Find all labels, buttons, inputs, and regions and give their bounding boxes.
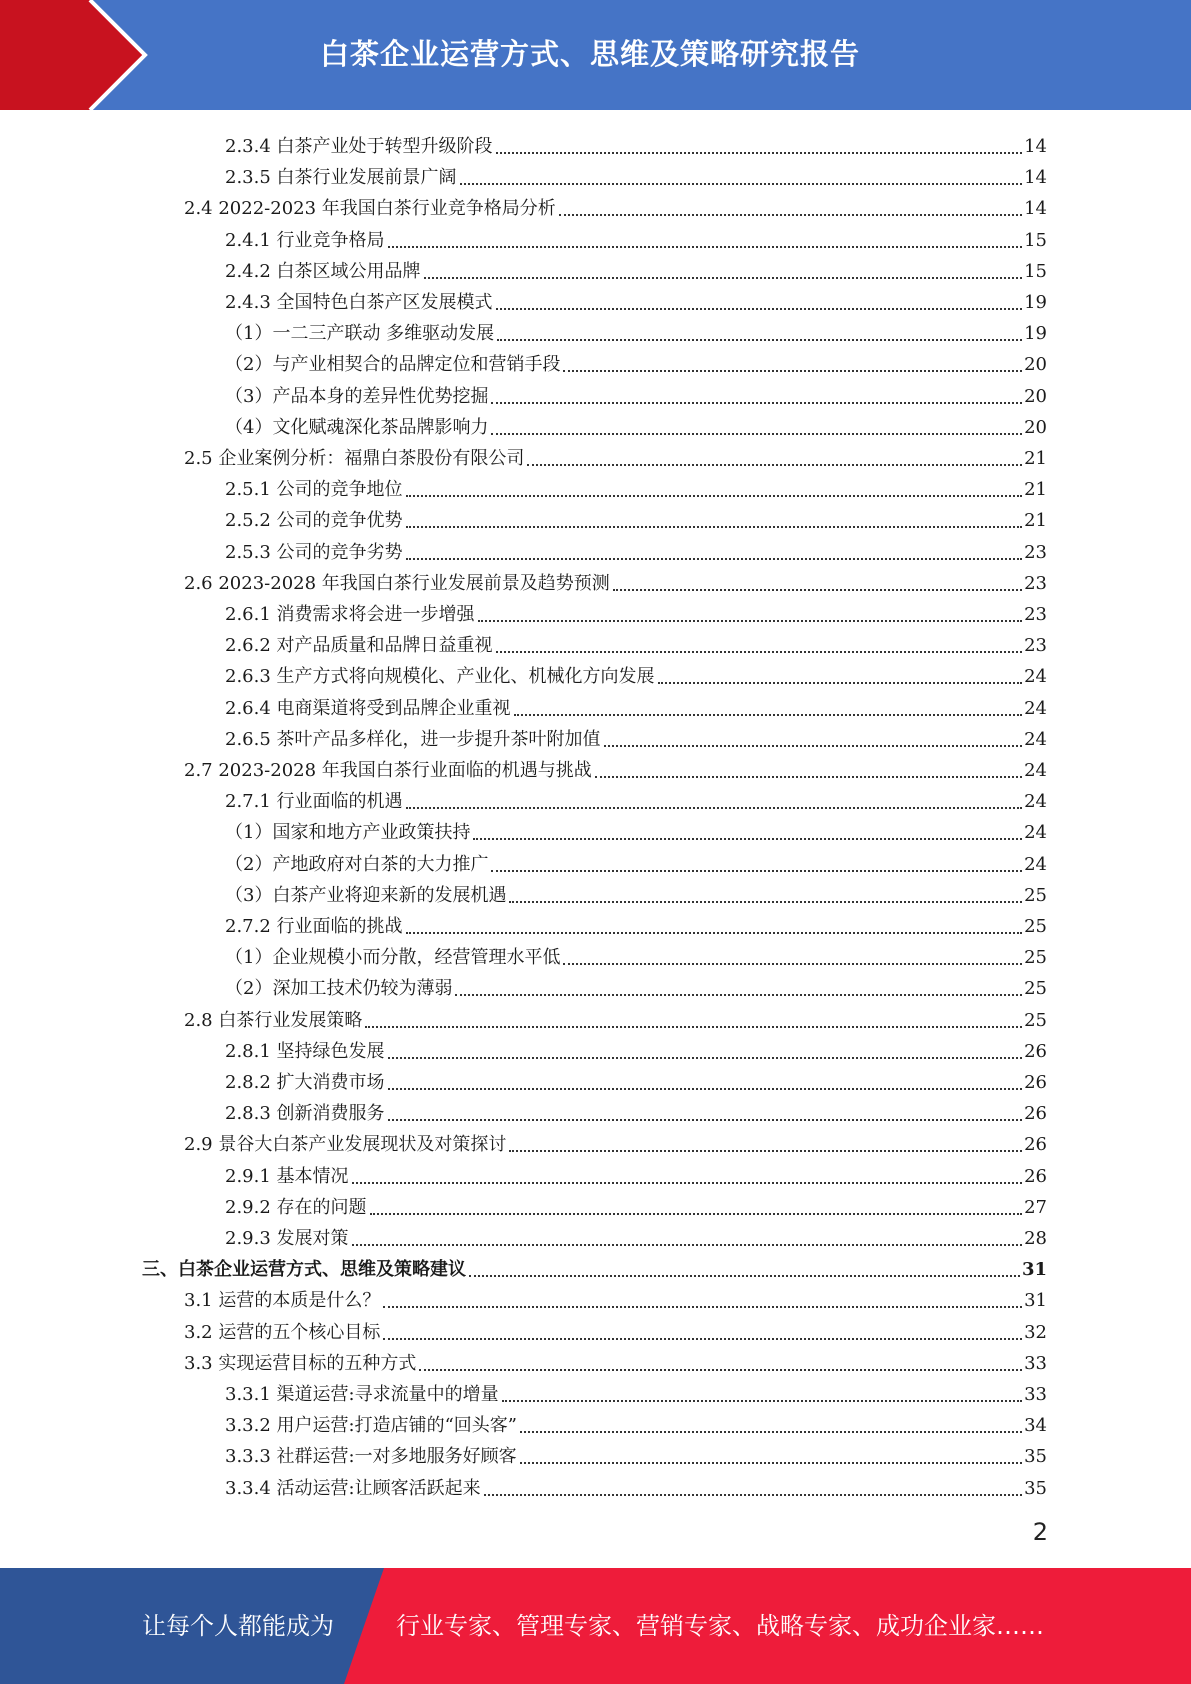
footer-slogan-right: 行业专家、管理专家、营销专家、战略专家、成功企业家…… bbox=[396, 1612, 1044, 1640]
toc-entry[interactable] bbox=[225, 128, 1047, 159]
toc-entry-page: 24 bbox=[1024, 853, 1047, 875]
toc-entry-page: 32 bbox=[1024, 1321, 1047, 1343]
toc-entry-label: 2.8.2 扩大消费市场 bbox=[225, 1072, 385, 1093]
toc-dot-leader bbox=[388, 1087, 1023, 1090]
toc-entry-label: 2.9.1 基本情况 bbox=[225, 1165, 349, 1187]
toc-dot-leader bbox=[563, 369, 1022, 372]
toc-dot-leader bbox=[388, 245, 1023, 248]
toc-entry[interactable] bbox=[225, 222, 1047, 253]
toc-entry-page: 23 bbox=[1024, 541, 1047, 563]
toc-entry-label: 2.4.3 全国特色白茶产区发展模式 bbox=[225, 292, 493, 313]
toc-dot-leader bbox=[388, 1056, 1023, 1059]
toc-entry[interactable] bbox=[184, 1314, 1047, 1345]
toc-entry-label: 2.6.1 消费需求将会进一步增强 bbox=[225, 604, 475, 625]
report-title: 白茶企业运营方式、思维及策略研究报告 bbox=[320, 37, 861, 71]
toc-entry[interactable] bbox=[225, 690, 1047, 721]
toc-entry[interactable] bbox=[184, 190, 1047, 221]
toc-entry[interactable] bbox=[225, 315, 1047, 346]
toc-dot-leader bbox=[496, 151, 1023, 154]
toc-dot-leader bbox=[559, 213, 1022, 216]
toc-entry-label: 2.4 2022-2023 年我国白茶行业竞争格局分析 bbox=[184, 198, 556, 220]
toc-entry[interactable] bbox=[225, 253, 1047, 284]
toc-dot-leader bbox=[388, 1118, 1023, 1121]
toc-dot-leader bbox=[604, 744, 1023, 747]
toc-entry-page: 25 bbox=[1024, 978, 1047, 1000]
toc-entry[interactable] bbox=[225, 1407, 1047, 1438]
toc-entry-page: 14 bbox=[1024, 198, 1047, 220]
toc-entry-page: 25 bbox=[1024, 1009, 1047, 1031]
toc-entry-label: 2.6.2 对产品质量和品牌日益重视 bbox=[225, 635, 493, 657]
toc-entry[interactable] bbox=[225, 378, 1047, 409]
page-number: 2 bbox=[1032, 1518, 1048, 1546]
header-red-arrow bbox=[0, 0, 150, 110]
toc-entry[interactable] bbox=[225, 409, 1047, 440]
toc-entry-label: （2）产地政府对白茶的大力推广 bbox=[225, 853, 489, 875]
toc-entry[interactable] bbox=[225, 1095, 1047, 1126]
page-footer bbox=[0, 1568, 1191, 1684]
toc-entry-label: 2.3.4 白茶产业处于转型升级阶段 bbox=[225, 136, 493, 157]
toc-entry-page: 21 bbox=[1024, 448, 1047, 469]
toc-dot-leader bbox=[496, 307, 1023, 310]
toc-dot-leader bbox=[514, 713, 1023, 716]
toc-dot-leader bbox=[406, 931, 1023, 934]
toc-dot-leader bbox=[478, 619, 1023, 622]
toc-entry-page: 31 bbox=[1021, 1259, 1047, 1281]
toc-entry-label: 2.9.3 发展对策 bbox=[225, 1228, 349, 1249]
toc-entry-page: 25 bbox=[1024, 916, 1047, 937]
toc-dot-leader bbox=[406, 494, 1023, 497]
toc-dot-leader bbox=[491, 432, 1022, 435]
toc-entry-page: 27 bbox=[1024, 1196, 1047, 1218]
toc-entry[interactable] bbox=[225, 658, 1047, 689]
toc-entry[interactable] bbox=[225, 159, 1047, 190]
toc-entry-page: 25 bbox=[1024, 884, 1047, 906]
toc-entry[interactable] bbox=[225, 502, 1047, 533]
toc-entry[interactable] bbox=[225, 970, 1047, 1001]
toc-entry-label: 2.7 2023-2028 年我国白茶行业面临的机遇与挑战 bbox=[184, 760, 592, 781]
toc-entry-page: 35 bbox=[1024, 1446, 1047, 1468]
toc-entry-page: 20 bbox=[1024, 385, 1047, 407]
toc-entry-label: 2.6.4 电商渠道将受到品牌企业重视 bbox=[225, 697, 511, 719]
toc-entry[interactable] bbox=[225, 471, 1047, 502]
toc-entry[interactable] bbox=[225, 534, 1047, 565]
toc-dot-leader bbox=[460, 182, 1023, 185]
toc-entry-page: 14 bbox=[1024, 167, 1047, 189]
toc-dot-leader bbox=[473, 837, 1022, 840]
toc-entry-page: 31 bbox=[1024, 1290, 1047, 1312]
toc-entry-label: 2.7.1 行业面临的机遇 bbox=[225, 791, 403, 813]
toc-dot-leader bbox=[383, 1337, 1022, 1340]
toc-entry-page: 33 bbox=[1024, 1384, 1047, 1405]
toc-entry[interactable] bbox=[184, 565, 1047, 596]
toc-entry[interactable] bbox=[225, 1376, 1047, 1407]
toc-dot-leader bbox=[491, 401, 1022, 404]
toc-entry-page: 26 bbox=[1024, 1103, 1047, 1125]
toc-entry-label: （3）白茶产业将迎来新的发展机遇 bbox=[225, 884, 507, 906]
toc-dot-leader bbox=[370, 1212, 1023, 1215]
toc-dot-leader bbox=[406, 557, 1023, 560]
toc-entry-page: 24 bbox=[1024, 760, 1047, 781]
toc-entry-label: 2.5 企业案例分析：福鼎白茶股份有限公司 bbox=[184, 448, 525, 469]
toc-entry-page: 15 bbox=[1024, 260, 1047, 282]
toc-entry[interactable] bbox=[225, 346, 1047, 377]
toc-entry-label: 2.6.3 生产方式将向规模化、产业化、机械化方向发展 bbox=[225, 666, 655, 688]
toc-dot-leader bbox=[491, 869, 1022, 872]
toc-entry-page: 14 bbox=[1024, 136, 1047, 157]
toc-entry-page: 24 bbox=[1024, 791, 1047, 813]
toc-entry-label: 2.4.2 白茶区域公用品牌 bbox=[225, 260, 421, 282]
toc-entry[interactable] bbox=[225, 1438, 1047, 1469]
toc-entry-page: 21 bbox=[1024, 510, 1047, 532]
toc-entry-page: 20 bbox=[1024, 416, 1047, 438]
toc-entry-page: 26 bbox=[1024, 1072, 1047, 1093]
toc-entry-label: 3.3.4 活动运营:让顾客活跃起来 bbox=[225, 1477, 481, 1499]
toc-dot-leader bbox=[520, 1461, 1023, 1464]
toc-dot-leader bbox=[419, 1368, 1022, 1371]
footer-slogan-left: 让每个人都能成为 bbox=[142, 1612, 334, 1640]
toc-entry-page: 24 bbox=[1024, 728, 1047, 750]
toc-dot-leader bbox=[406, 525, 1023, 528]
toc-entry-page: 26 bbox=[1024, 1165, 1047, 1187]
toc-entry-page: 26 bbox=[1024, 1134, 1047, 1156]
toc-dot-leader bbox=[658, 681, 1023, 684]
toc-entry-page: 23 bbox=[1024, 635, 1047, 657]
toc-entry-page: 20 bbox=[1024, 354, 1047, 376]
toc-entry-page: 23 bbox=[1024, 604, 1047, 625]
toc-entry-label: 2.5.1 公司的竞争地位 bbox=[225, 479, 403, 501]
toc-entry[interactable] bbox=[184, 440, 1047, 471]
toc-entry-label: （4）文化赋魂深化茶品牌影响力 bbox=[225, 416, 489, 438]
toc-dot-leader bbox=[497, 338, 1022, 341]
toc-entry-page: 26 bbox=[1024, 1040, 1047, 1062]
toc-dot-leader bbox=[352, 1181, 1023, 1184]
toc-entry[interactable] bbox=[225, 1033, 1047, 1064]
toc-entry-label: 2.5.2 公司的竞争优势 bbox=[225, 510, 403, 532]
toc-entry[interactable] bbox=[225, 627, 1047, 658]
toc-entry-label: 2.3.5 白茶行业发展前景广阔 bbox=[225, 167, 457, 189]
toc-entry[interactable] bbox=[225, 596, 1047, 627]
toc-dot-leader bbox=[424, 276, 1023, 279]
toc-entry-label: 2.9.2 存在的问题 bbox=[225, 1196, 367, 1218]
toc-entry[interactable] bbox=[225, 1189, 1047, 1220]
toc-entry[interactable] bbox=[225, 284, 1047, 315]
toc-entry[interactable] bbox=[225, 877, 1047, 908]
toc-entry[interactable] bbox=[225, 814, 1047, 845]
toc-dot-leader bbox=[406, 806, 1023, 809]
toc-entry-label: 2.8.1 坚持绿色发展 bbox=[225, 1040, 385, 1062]
toc-dot-leader bbox=[595, 775, 1022, 778]
toc-dot-leader bbox=[527, 463, 1022, 466]
toc-entry-page: 21 bbox=[1024, 479, 1047, 501]
toc-entry-page: 34 bbox=[1024, 1415, 1047, 1437]
toc-dot-leader bbox=[509, 1149, 1022, 1152]
toc-entry-label: 3.3.2 用户运营:打造店铺的“回头客” bbox=[225, 1415, 517, 1437]
toc-entry-label: （1）国家和地方产业政策扶持 bbox=[225, 822, 471, 844]
toc-entry[interactable] bbox=[225, 939, 1047, 970]
toc-entry-page: 35 bbox=[1024, 1477, 1047, 1499]
toc-dot-leader bbox=[484, 1493, 1023, 1496]
toc-entry-page: 25 bbox=[1024, 947, 1047, 969]
toc-entry-page: 23 bbox=[1024, 572, 1047, 594]
toc-entry-label: 3.1 运营的本质是什么？ bbox=[184, 1290, 381, 1312]
page-header bbox=[0, 0, 1191, 110]
toc-entry-page: 24 bbox=[1024, 822, 1047, 844]
toc-entry[interactable] bbox=[184, 1345, 1047, 1376]
toc-entry[interactable] bbox=[225, 783, 1047, 814]
toc-entry-label: 2.9 景谷大白茶产业发展现状及对策探讨 bbox=[184, 1134, 507, 1156]
toc-entry[interactable] bbox=[142, 1251, 1047, 1282]
toc-entry-label: 三、白茶企业运营方式、思维及策略建议 bbox=[142, 1259, 466, 1281]
toc-dot-leader bbox=[502, 1399, 1023, 1402]
toc-entry-page: 15 bbox=[1024, 229, 1047, 251]
toc-entry-label: 2.6.5 茶叶产品多样化，进一步提升茶叶附加值 bbox=[225, 728, 601, 750]
toc-dot-leader bbox=[365, 1025, 1022, 1028]
toc-entry[interactable] bbox=[225, 908, 1047, 939]
toc-entry-label: （1）一二三产联动 多维驱动发展 bbox=[225, 323, 495, 345]
toc-entry[interactable] bbox=[225, 721, 1047, 752]
toc-entry[interactable] bbox=[184, 1282, 1047, 1313]
toc-entry-label: 2.7.2 行业面临的挑战 bbox=[225, 916, 403, 937]
toc-entry-page: 19 bbox=[1024, 323, 1047, 345]
toc-entry-label: 3.3.1 渠道运营:寻求流量中的增量 bbox=[225, 1384, 499, 1405]
toc-dot-leader bbox=[520, 1430, 1022, 1433]
toc-entry-label: 2.8 白茶行业发展策略 bbox=[184, 1009, 363, 1031]
toc-dot-leader bbox=[563, 962, 1022, 965]
toc-entry-page: 24 bbox=[1024, 697, 1047, 719]
toc-entry[interactable] bbox=[225, 846, 1047, 877]
toc-dot-leader bbox=[509, 900, 1022, 903]
toc-entry[interactable] bbox=[225, 1470, 1047, 1501]
toc-dot-leader bbox=[383, 1305, 1022, 1308]
toc-entry-page: 24 bbox=[1024, 666, 1047, 688]
toc-entry-label: 2.4.1 行业竞争格局 bbox=[225, 229, 385, 251]
toc-entry-label: 3.3.3 社群运营:一对多地服务好顾客 bbox=[225, 1446, 517, 1468]
toc-entry-label: 2.8.3 创新消费服务 bbox=[225, 1103, 385, 1125]
toc-entry[interactable] bbox=[184, 1002, 1047, 1033]
toc-entry-label: 2.6 2023-2028 年我国白茶行业发展前景及趋势预测 bbox=[184, 572, 610, 594]
toc-entry-label: （2）深加工技术仍较为薄弱 bbox=[225, 978, 453, 1000]
toc-entry[interactable] bbox=[225, 1064, 1047, 1095]
toc-dot-leader bbox=[496, 650, 1023, 653]
toc-entry[interactable] bbox=[184, 1126, 1047, 1157]
toc-entry-page: 33 bbox=[1024, 1352, 1047, 1374]
toc-dot-leader bbox=[455, 993, 1022, 996]
toc-entry[interactable] bbox=[225, 1220, 1047, 1251]
toc-entry-label: （2）与产业相契合的品牌定位和营销手段 bbox=[225, 354, 561, 376]
toc-entry-page: 19 bbox=[1024, 292, 1047, 313]
toc-dot-leader bbox=[613, 588, 1022, 591]
toc-entry-label: 3.2 运营的五个核心目标 bbox=[184, 1321, 381, 1343]
toc-entry-page: 28 bbox=[1024, 1228, 1047, 1249]
toc-entry-label: （1）企业规模小而分散，经营管理水平低 bbox=[225, 947, 561, 969]
toc-dot-leader bbox=[352, 1243, 1023, 1246]
toc-entry[interactable] bbox=[225, 1158, 1047, 1189]
toc-entry-label: 3.3 实现运营目标的五种方式 bbox=[184, 1352, 417, 1374]
toc-entry-label: （3）产品本身的差异性优势挖掘 bbox=[225, 385, 489, 407]
toc-entry[interactable] bbox=[184, 752, 1047, 783]
toc-dot-leader bbox=[469, 1274, 1020, 1277]
toc-entry-label: 2.5.3 公司的竞争劣势 bbox=[225, 541, 403, 563]
